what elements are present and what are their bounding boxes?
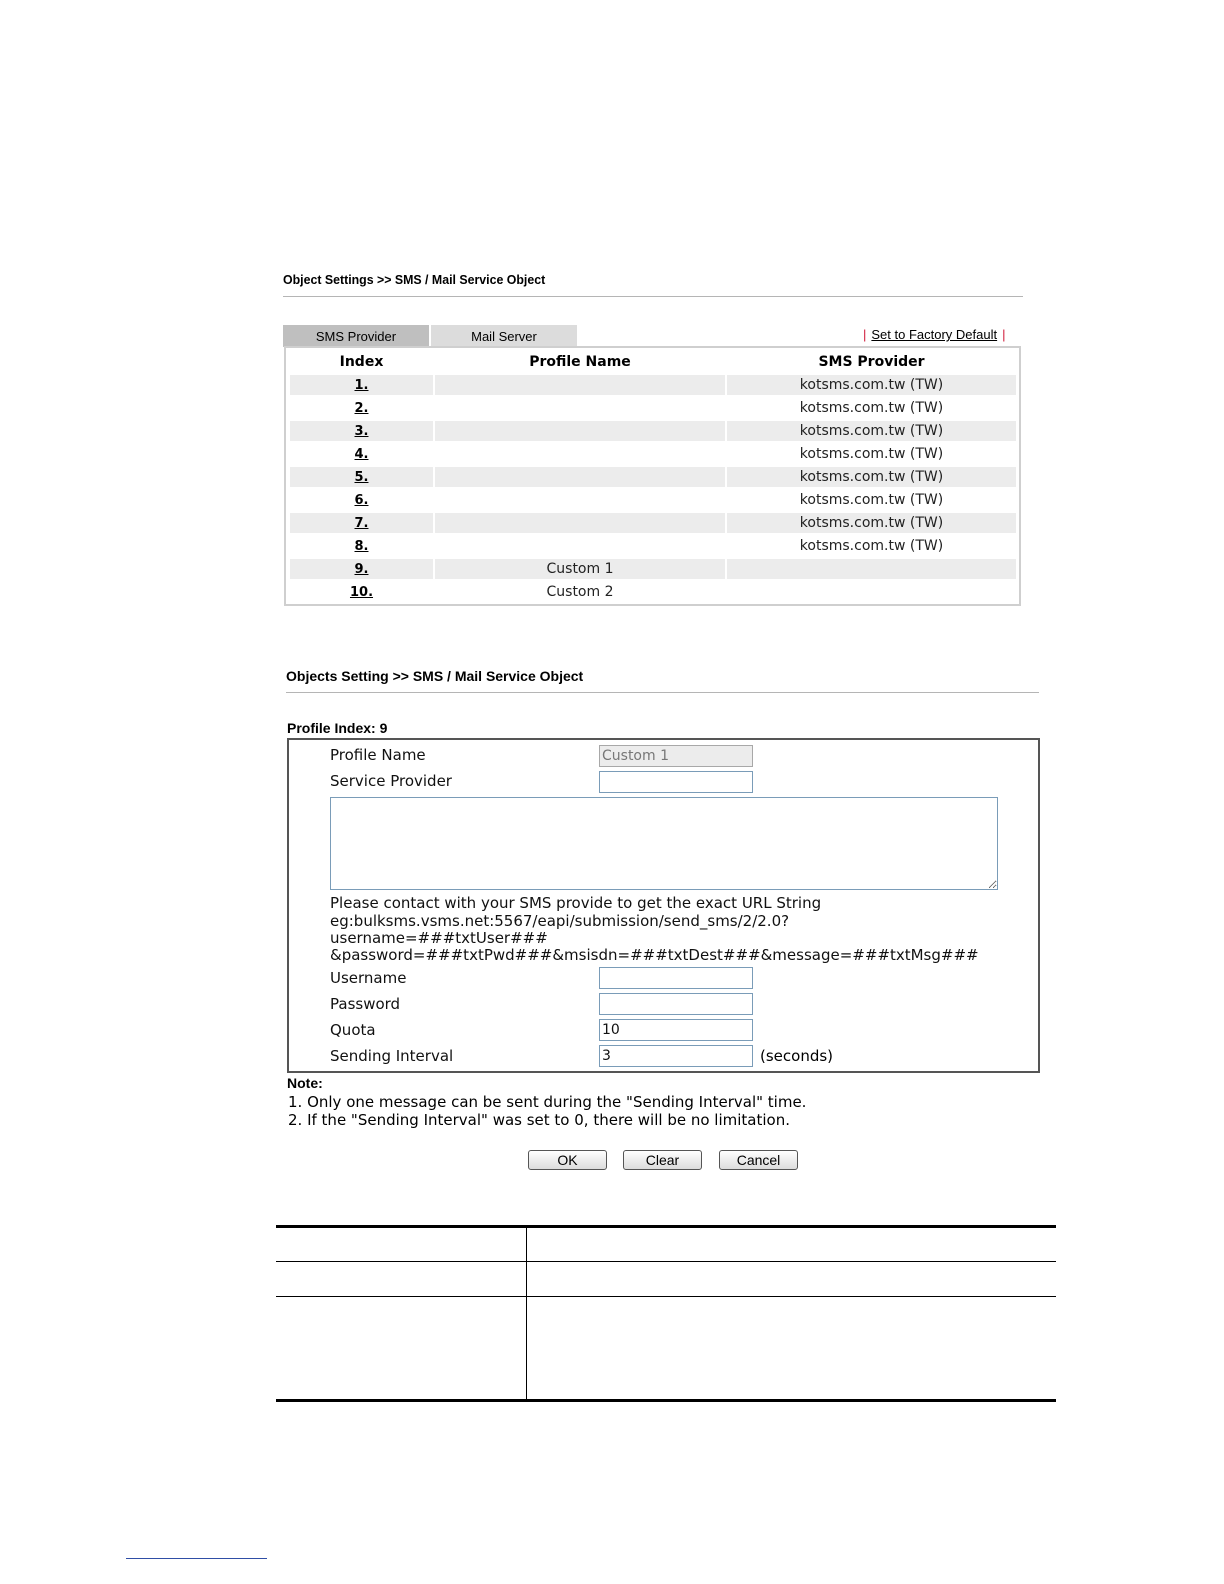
row-profile-name (435, 467, 725, 487)
service-provider-input[interactable] (599, 771, 753, 793)
doc-table-top-border (276, 1225, 1056, 1228)
row-index-link[interactable]: 9. (354, 562, 369, 577)
row-index-link[interactable]: 1. (354, 378, 369, 393)
page-title-sms-list: Object Settings >> SMS / Mail Service Object (283, 272, 546, 287)
doc-table-row-divider (276, 1261, 1056, 1262)
note-item: 1. Only one message can be sent during the "Sending Interval" time. (288, 1093, 807, 1111)
row-sms-provider (727, 582, 1016, 602)
column-header-sms-provider: SMS Provider (818, 354, 925, 370)
row-profile-name (435, 421, 725, 441)
sending-interval-input[interactable] (599, 1045, 753, 1067)
row-index-link[interactable]: 3. (354, 424, 369, 439)
row-profile-name: Custom 1 (435, 559, 725, 579)
table-row (290, 398, 1016, 418)
page-title-profile-edit: Objects Setting >> SMS / Mail Service Object (286, 668, 584, 684)
row-profile-name (435, 444, 725, 464)
row-profile-name (435, 513, 725, 533)
tab-mail-server[interactable]: Mail Server (431, 325, 577, 347)
table-row (290, 513, 1016, 533)
url-hint-line: username=###txtUser### (330, 929, 548, 947)
sending-interval-label: Sending Interval (330, 1047, 454, 1065)
doc-table-column-divider (526, 1227, 527, 1401)
seconds-unit-label: (seconds) (760, 1047, 834, 1065)
set-to-factory-default-link[interactable]: Set to Factory Default (871, 327, 998, 342)
table-row (290, 490, 1016, 510)
row-sms-provider: kotsms.com.tw (TW) (799, 538, 944, 554)
row-profile-name (435, 536, 725, 556)
note-title: Note: (287, 1075, 323, 1091)
column-header-index: Index (339, 354, 384, 370)
row-profile-name (435, 375, 725, 395)
table-row (290, 444, 1016, 464)
table-row (290, 421, 1016, 441)
row-index-link[interactable]: 4. (354, 447, 369, 462)
url-hint-line: Please contact with your SMS provide to get the exact URL String (330, 894, 822, 912)
row-profile-name (435, 398, 725, 418)
username-label: Username (330, 969, 407, 987)
tab-sms-provider[interactable]: SMS Provider (283, 325, 429, 347)
row-index-link[interactable]: 8. (354, 539, 369, 554)
table-row (290, 582, 1016, 602)
url-hint-line: eg:bulksms.vsms.net:5567/eapi/submission/send_sms/2/2.0? (330, 912, 790, 930)
separator: | (1002, 327, 1006, 342)
row-index-link[interactable]: 2. (354, 401, 369, 416)
row-index-link[interactable]: 7. (354, 516, 369, 531)
doc-table-row-divider (276, 1296, 1056, 1297)
row-sms-provider: kotsms.com.tw (TW) (727, 467, 1016, 487)
clear-button[interactable]: Clear (623, 1150, 702, 1170)
factory-default-area (858, 327, 1011, 342)
url-hint-line: &password=###txtPwd###&msisdn=###txtDest###&message=###txtMsg### (330, 946, 979, 964)
table-row (290, 536, 1016, 556)
row-sms-provider: kotsms.com.tw (TW) (727, 375, 1016, 395)
username-input[interactable] (599, 967, 753, 989)
row-sms-provider: kotsms.com.tw (TW) (799, 492, 944, 508)
row-sms-provider: kotsms.com.tw (TW) (727, 513, 1016, 533)
row-index-link[interactable]: 10. (349, 585, 374, 600)
separator: | (863, 327, 867, 342)
password-input[interactable] (599, 993, 753, 1015)
profile-name-label: Profile Name (330, 746, 426, 764)
cancel-button[interactable]: Cancel (719, 1150, 798, 1170)
title-divider (283, 296, 1023, 297)
ok-button[interactable]: OK (528, 1150, 607, 1170)
service-provider-label: Service Provider (330, 772, 452, 790)
row-sms-provider: kotsms.com.tw (TW) (727, 421, 1016, 441)
row-sms-provider: kotsms.com.tw (TW) (799, 400, 944, 416)
quota-input[interactable] (599, 1019, 753, 1041)
note-item: 2. If the "Sending Interval" was set to 0, there will be no limitation. (288, 1111, 790, 1129)
column-header-profile-name: Profile Name (529, 354, 631, 370)
quota-label: Quota (330, 1021, 376, 1039)
title-divider (286, 692, 1039, 693)
footnote-rule (126, 1558, 267, 1559)
profile-index-label: Profile Index: 9 (287, 720, 388, 736)
row-sms-provider: kotsms.com.tw (TW) (799, 446, 944, 462)
row-profile-name (435, 490, 725, 510)
row-index-link[interactable]: 5. (354, 470, 369, 485)
table-row (290, 559, 1016, 579)
profile-name-input[interactable] (599, 745, 753, 767)
row-sms-provider (727, 559, 1016, 579)
table-row (290, 375, 1016, 395)
doc-table-bottom-border (276, 1399, 1056, 1402)
row-index-link[interactable]: 6. (354, 493, 369, 508)
row-profile-name: Custom 2 (546, 584, 614, 600)
password-label: Password (330, 995, 401, 1013)
table-row (290, 467, 1016, 487)
url-string-textarea[interactable] (330, 797, 998, 890)
